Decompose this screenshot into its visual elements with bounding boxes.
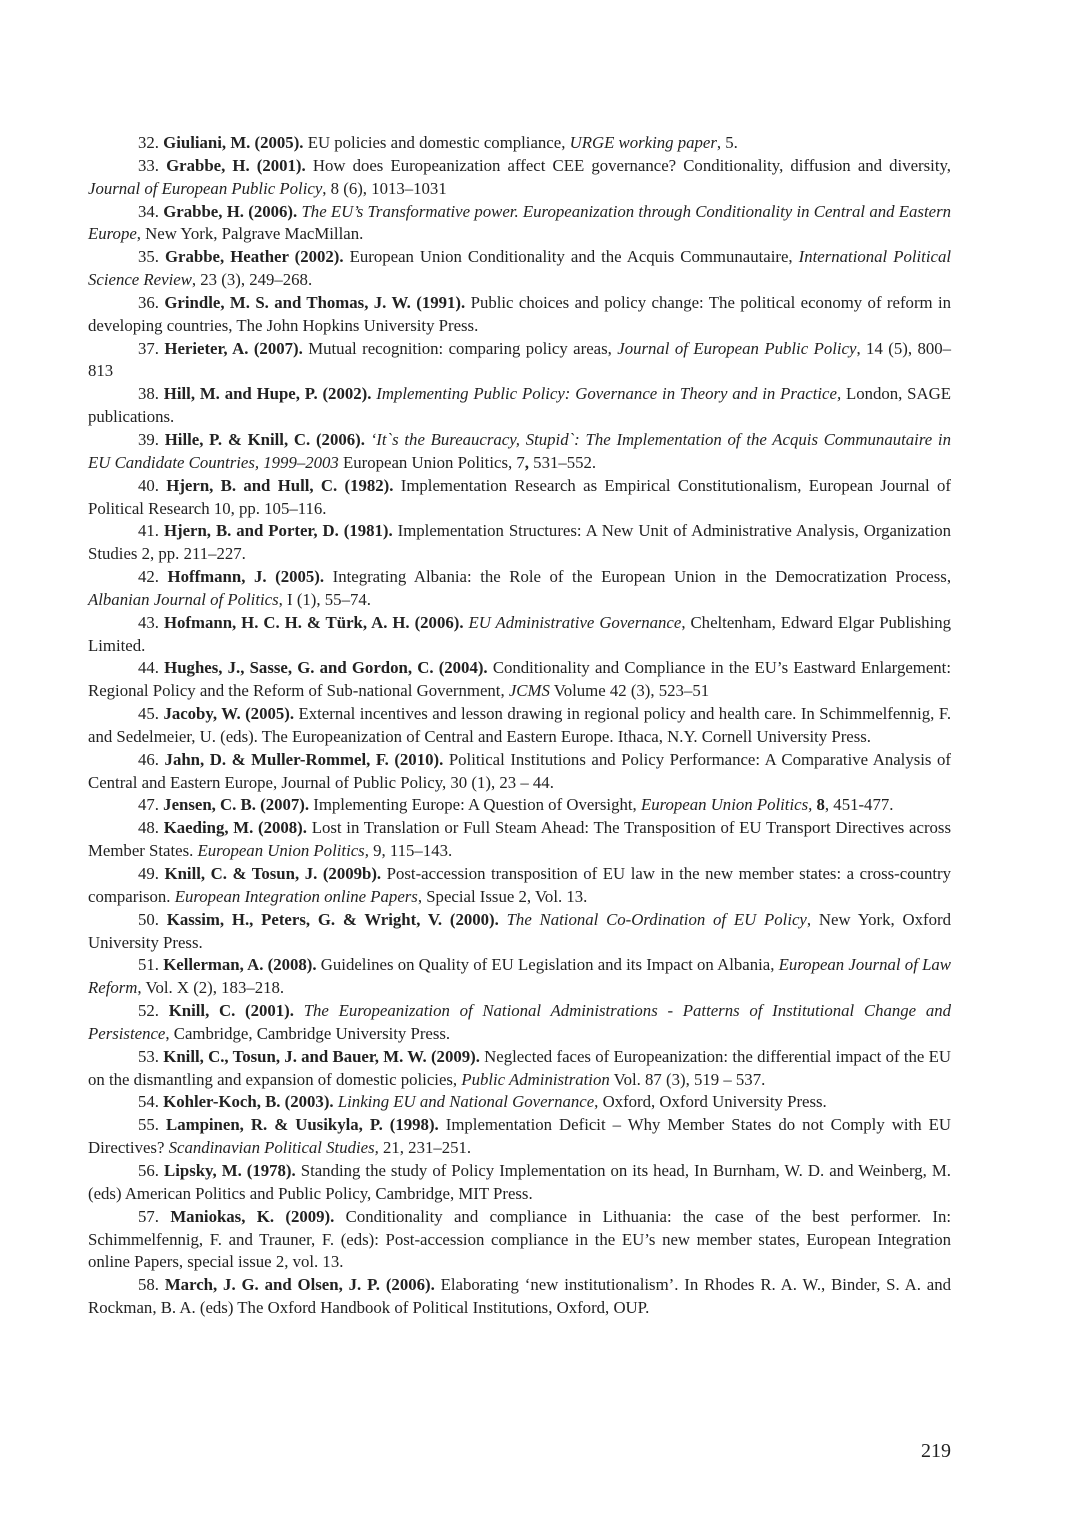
reference-text: 54. [138,1092,164,1112]
reference-title: Implementing Public Policy: Governance in Theory and in Practice, [376,384,842,404]
reference-text: London, SAGE publications. [88,384,952,427]
reference-text: 43. [138,612,164,632]
reference-text: Public choices and policy change: The political economy of reform in developing countries, The John Hopkins University Press. [88,292,952,335]
reference-author: Hjern, B. and Porter, D. (1981). [163,521,393,541]
reference-entry [88,1160,951,1206]
reference-text: , 451-477. [824,795,894,815]
reference-text: 33. [138,155,167,175]
reference-author: Herieter, A. (2007). [164,338,303,358]
reference-author: Grindle, M. S. and Thomas, J. W. (1991). [164,292,466,312]
reference-text: 41. [138,521,164,541]
reference-text: 45. [138,704,164,724]
reference-text: Standing the study of Policy Implementation on its head, In Burnham, W. D. and Weinberg, M. (eds) American Politics and Public Policy, Cambridge, MIT Press. [88,1160,952,1203]
reference-text [499,910,507,929]
reference-title: European Union Politics, [640,795,813,815]
reference-text: , 8 (6), 1013–1031 [322,178,447,198]
reference-text: EU policies and domestic compliance, [303,133,570,152]
reference-author: Hofmann, H. C. H. & Türk, A. H. (2006). [163,612,464,632]
reference-entry [88,475,951,521]
reference-text: 57. [138,1206,171,1226]
reference-text: , 14 (5), 800–813 [88,338,952,381]
reference-text: Conditionality and compliance in Lithuania: the case of the best performer. In: Schimmelfennig, F. and Trauner, F. (eds): Post-accession compliance in the EU’s new member states, European Integration online Papers, special issue 2, vol. 13. [88,1206,952,1272]
reference-text: 37. [138,338,165,358]
reference-text: Integrating Albania: the Role of the European Union in the Democratization Process, [324,567,952,587]
reference-author: Grabbe, H. (2001). [166,155,306,175]
reference-title: The EU’s Transformative power. Europeanization through Conditionality in Central and Eastern Europe [88,201,951,244]
reference-author: Giuliani, M. (2005). [163,133,304,152]
reference-author: Maniokas, K. (2009). [170,1206,335,1226]
reference-text: 56. [138,1160,164,1180]
reference-entry [88,863,951,909]
reference-entry [88,155,951,201]
reference-text: External incentives and lesson drawing in regional policy and health care. In Schimmelfennig, F. and Sedelmeier, U. (eds). The Europeanization of Central and Eastern Europe. Ithaca, N.Y. Cornell University Press. [88,704,952,746]
reference-text: 32. [138,133,164,152]
reference-entry [88,201,951,247]
reference-text: , 23 (3), 249–268. [191,270,313,290]
page-number: 219 [921,1440,951,1462]
reference-title: Journal of European Public Policy [617,338,857,358]
reference-text: 36. [138,292,165,312]
reference-author: Lampinen, R. & Uusikyla, P. (1998). [166,1115,439,1135]
reference-entry [88,246,951,292]
reference-list [88,132,951,1320]
reference-text: 47. [138,795,164,815]
reference-author: 8 [816,795,825,815]
reference-author: Jahn, D. & Muller-Rommel, F. (2010). [164,749,444,769]
reference-text: Neglected faces of Europeanization: the differential impact of the EU on the dismantling and expansion of domestic policies, [88,1046,952,1089]
reference-text: , Vol. X (2), 183–218. [137,978,285,998]
reference-text: 40. [138,475,167,495]
reference-entry [88,657,951,703]
reference-text: , Oxford, Oxford University Press. [594,1092,827,1112]
reference-entry [88,703,951,749]
reference-text: Mutual recognition: comparing policy areas, [302,338,618,358]
reference-text: , New York, Oxford University Press. [88,909,951,952]
reference-title: Journal of European Public Policy [88,178,323,198]
reference-author: Kassim, H., Peters, G. & Wright, V. (2000). [166,909,499,929]
reference-entry [88,749,951,795]
reference-title: The National Co-Ordination of EU Policy [506,909,807,929]
reference-author: Hughes, J., Sasse, G. and Gordon, C. (2004). [164,658,488,678]
reference-author: Kaeding, M. (2008). [163,818,307,838]
reference-entry [88,132,951,155]
reference-author: Hoffmann, J. (2005). [167,567,325,587]
reference-entry [88,292,951,338]
reference-title: Scandinavian Political Studies, [168,1138,379,1158]
reference-text: , 5. [716,133,738,152]
reference-title: URGE working paper [569,133,717,152]
reference-author: Lipsky, M. (1978). [164,1160,296,1180]
reference-text: , Special Issue 2, Vol. 13. [417,886,588,906]
reference-entry [88,612,951,658]
reference-text: , Cambridge, Cambridge University Press. [165,1023,451,1043]
reference-text: 38. [138,384,164,404]
reference-author: Hille, P. & Knill, C. (2006). [164,429,365,449]
reference-text: Implementation Research as Empirical Constitutionalism, European Journal of Political Research 10, pp. 105–116. [88,475,951,518]
reference-author: , [524,452,529,472]
reference-entry [88,954,951,1000]
reference-entry [88,1000,951,1046]
reference-title: European Integration online Papers [174,886,418,906]
reference-entry [88,1046,951,1092]
reference-author: Grabbe, H. (2006). [163,201,298,221]
reference-text: Volume 42 (3), 523–51 [549,681,710,701]
reference-title: European Journal of Law Reform [88,955,951,998]
reference-text: Implementation Structures: A New Unit of Administrative Analysis, Organization Studies 2, pp. 211–227. [88,521,952,564]
reference-text: Implementation Deficit – Why Member States do not Comply with EU Directives? [88,1115,951,1158]
reference-text: Guidelines on Quality of EU Legislation and its Impact on Albania, [316,955,779,975]
reference-text [294,1001,304,1020]
reference-entry [88,817,951,863]
reference-author: Grabbe, Heather (2002). [165,247,344,267]
reference-title: The Europeanization of National Administrations - Patterns of Institutional Change and Persistence [88,1001,951,1043]
reference-entry [88,338,951,384]
reference-title: Linking EU and National Governance [337,1092,595,1112]
reference-text: 58. [138,1275,165,1295]
reference-text: 49. [138,864,165,883]
reference-entry [88,1114,951,1160]
reference-text: 53. [138,1046,164,1066]
reference-entry [88,429,951,475]
reference-text: 34. [138,201,164,221]
reference-text: 50. [138,909,167,929]
reference-text: Vol. 87 (3), 519 – 537. [609,1069,766,1089]
reference-text: European Union Conditionality and the Acquis Communautaire, [343,247,799,267]
reference-entry [88,1206,951,1275]
reference-title: International Political Science Review [88,247,951,290]
reference-text: 44. [138,658,165,678]
reference-title: ‘It`s the Bureaucracy, Stupid`: The Implementation of the Acquis Communautaire in EU Candidate Countries, 1999–2003 [88,429,951,472]
reference-text: 42. [138,567,168,587]
reference-text: 55. [138,1115,166,1135]
reference-title: European Union Politics, [197,841,369,861]
reference-text: 531–552. [528,452,597,472]
reference-text: Political Institutions and Policy Performance: A Comparative Analysis of Central and Eastern Europe, Journal of Public Policy, 30 (1), 23 – 44. [88,749,952,792]
reference-author: Hjern, B. and Hull, C. (1982). [166,475,394,495]
reference-text: 51. [138,955,164,975]
reference-text: Implementing Europe: A Question of Oversight, [309,795,641,815]
reference-text: 21, 231–251. [378,1138,472,1158]
reference-text: Lost in Translation or Full Steam Ahead: The Transposition of EU Transport Directives across Member States. [88,818,951,861]
reference-author: Kellerman, A. (2008). [163,955,317,975]
reference-entry [88,1274,951,1320]
reference-entry [88,794,951,817]
reference-text: 39. [138,429,165,449]
reference-author: Jensen, C. B. (2007). [163,795,310,815]
reference-entry [88,383,951,429]
reference-author: March, J. G. and Olsen, J. P. (2006). [164,1275,435,1295]
reference-entry [88,566,951,612]
reference-text: 52. [138,1001,169,1021]
reference-text: How does Europeanization affect CEE governance? Conditionality, diffusion and diversity, [305,155,951,175]
reference-entry [88,520,951,566]
reference-author: Jacoby, W. (2005). [163,704,295,724]
reference-text: Conditionality and Compliance in the EU’s Eastward Enlargement: Regional Policy and the Reform of Sub-national Government, [88,658,952,701]
reference-author: Knill, C. (2001). [168,1001,294,1021]
reference-text: , Cheltenham, Edward Elgar Publishing Limited. [88,612,952,655]
reference-title: Albanian Journal of Politics [88,589,279,609]
reference-text: 48. [138,818,164,838]
reference-author: Hill, M. and Hupe, P. (2002). [163,384,372,404]
reference-author: Knill, C. & Tosun, J. (2009b). [164,864,382,883]
reference-entry [88,909,951,955]
reference-title: Public Administration [461,1069,610,1089]
reference-text: 46. [138,749,165,769]
reference-text: European Union Politics, 7 [338,452,525,472]
reference-author: Knill, C., Tosun, J. and Bauer, M. W. (2009). [163,1046,480,1066]
reference-text: 9, 115–143. [368,841,453,861]
reference-text: Post-accession transposition of EU law in the new member states: a cross-country comparison. [88,864,952,906]
reference-title: JCMS [508,681,550,701]
reference-entry [88,1091,951,1114]
reference-text: , I (1), 55–74. [278,589,371,609]
reference-title: EU Administrative Governance [468,612,682,632]
reference-text: , New York, Palgrave MacMillan. [136,224,364,244]
reference-text: 35. [138,247,165,267]
reference-text: Elaborating ‘new institutionalism’. In Rhodes R. A. W., Binder, S. A. and Rockman, B. A. (eds) The Oxford Handbook of Political Institutions, Oxford, OUP. [88,1275,951,1318]
reference-author: Kohler-Koch, B. (2003). [163,1092,334,1112]
